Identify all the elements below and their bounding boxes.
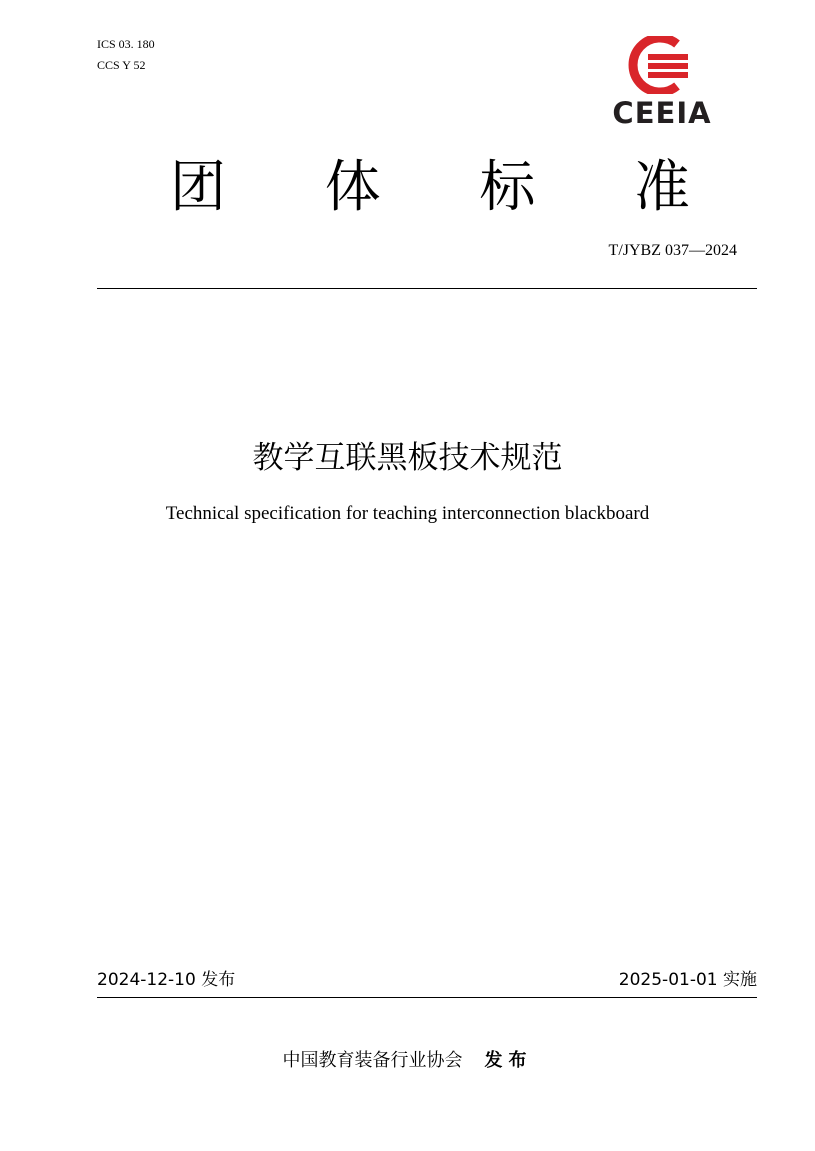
- standard-type-char: 准: [633, 155, 690, 220]
- document-title-english: Technical specification for teaching interconnection blackboard: [165, 503, 650, 524]
- standard-type-char: 标: [479, 155, 536, 220]
- standard-type-char: 团: [170, 155, 226, 220]
- publisher-action: 发布: [484, 1050, 533, 1071]
- ceeia-logo-icon: [626, 36, 692, 94]
- ceeia-logo: [596, 34, 728, 134]
- standard-type-char: 体: [324, 155, 381, 220]
- ccs-code: CCS Y 52: [97, 58, 146, 72]
- ics-code: ICS 03. 180: [97, 37, 155, 51]
- top-divider: [97, 288, 757, 289]
- implementation-date: 2025-01-01 实施: [618, 970, 757, 990]
- publisher-name: 中国教育装备行业协会: [282, 1050, 463, 1071]
- bottom-divider: [97, 997, 757, 998]
- standard-number: T/JYBZ 037—2024: [608, 242, 737, 259]
- publisher-line: [0, 1049, 815, 1073]
- document-title-chinese: 教学互联黑板技术规范: [252, 440, 563, 476]
- standard-type-heading: [170, 154, 690, 224]
- issue-date: 2024-12-10 发布: [97, 970, 236, 990]
- logo-text: CEEIA: [612, 96, 712, 130]
